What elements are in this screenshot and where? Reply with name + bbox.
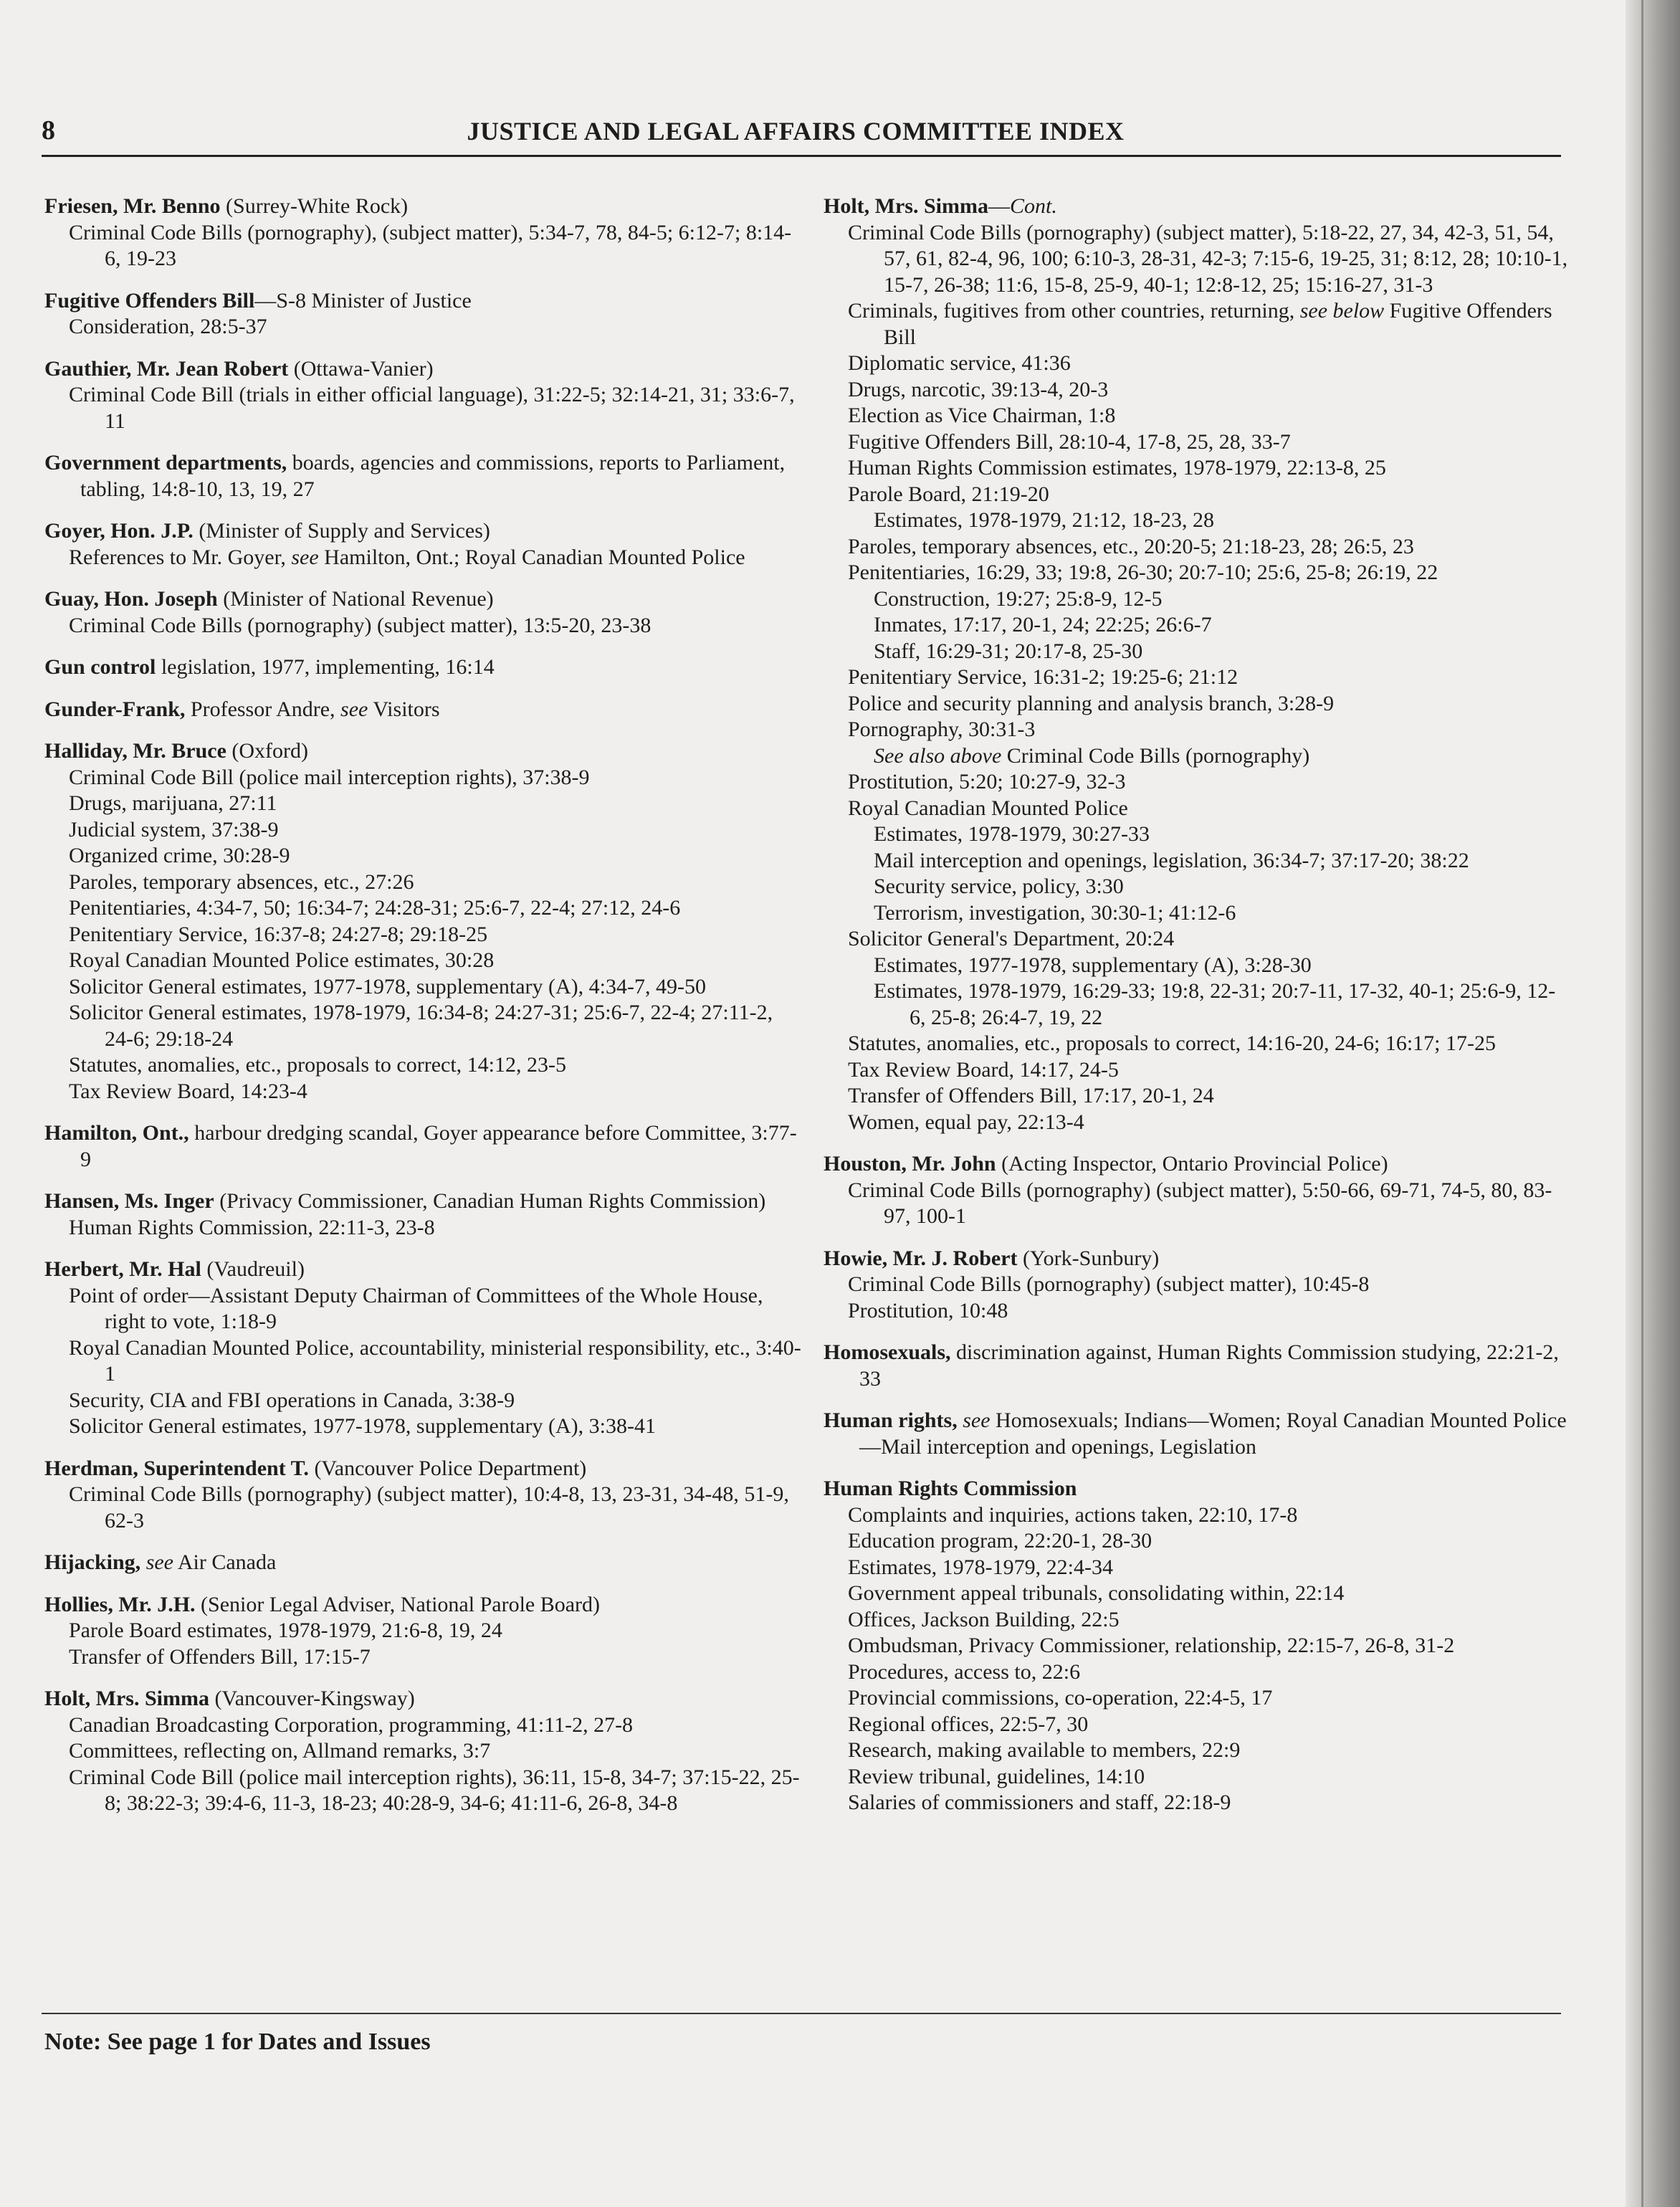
heading-term: Fugitive Offenders Bill (44, 288, 255, 313)
heading-detail: boards, agencies and commissions, reports to Parliament, tabling, 14:8-10, 13, 19, 27 (80, 451, 786, 501)
entry-heading (44, 1120, 804, 1173)
entry-heading (44, 1188, 804, 1215)
entry-subentry: Salaries of commissioners and staff, 22:18-9 (848, 1791, 1231, 1814)
entry-heading (44, 1686, 804, 1712)
entry-subentry: Review tribunal, guidelines, 14:10 (848, 1764, 1145, 1788)
index-entry (44, 450, 804, 502)
entry-heading (824, 1340, 1569, 1392)
entry-subentry: Procedures, access to, 22:6 (848, 1659, 1081, 1684)
entry-heading (44, 194, 804, 220)
heading-term: Houston, Mr. John (824, 1152, 996, 1176)
heading-term: Guay, Hon. Joseph (44, 587, 218, 611)
header-rule (42, 155, 1561, 157)
entry-heading (824, 1408, 1569, 1460)
heading-detail: (Vancouver Police Department) (308, 1456, 587, 1480)
entry-heading (44, 288, 804, 315)
page-number: 8 (42, 115, 55, 146)
entry-subentry: Construction, 19:27; 25:8-9, 12-5 (874, 586, 1163, 611)
entry-subentry: Tax Review Board, 14:17, 24-5 (848, 1057, 1119, 1082)
entry-subentry: Research, making available to members, 22:9 (848, 1738, 1241, 1762)
heading-detail: (York-Sunbury) (1017, 1246, 1160, 1270)
index-entry (44, 1550, 804, 1576)
entry-subentry: Criminal Code Bills (pornography) (subject matter), 5:50-66, 69-71, 74-5, 80, 83-97, 100-1 (848, 1178, 1552, 1228)
heading-detail (140, 1550, 146, 1574)
heading-term: Human Rights Commission (824, 1477, 1077, 1500)
entry-subentry: Diplomatic service, 41:36 (848, 351, 1071, 375)
entry-subentry: Penitentiaries, 4:34-7, 50; 16:34-7; 24:28-31; 25:6-7, 22-4; 27:12, 24-6 (69, 896, 681, 920)
entry-subentry (824, 298, 1569, 351)
entry-subentry: Royal Canadian Mounted Police estimates, 30:28 (69, 948, 495, 972)
heading-term: Government departments, (44, 451, 287, 475)
entry-subentry: Regional offices, 22:5-7, 30 (848, 1712, 1089, 1736)
heading-detail: (Minister of National Revenue) (217, 587, 494, 611)
entry-subentry: Human Rights Commission, 22:11-3, 23-8 (69, 1215, 435, 1239)
index-entry (44, 1257, 804, 1440)
heading-term: Hamilton, Ont., (44, 1121, 189, 1145)
heading-term: Hollies, Mr. J.H. (44, 1592, 196, 1616)
entry-subentry: Education program, 22:20-1, 28-30 (848, 1529, 1152, 1553)
entry-subentry: Criminal Code Bill (police mail interception rights), 36:11, 15-8, 34-7; 37:15-22, 25-8; 38:22-3; 39:4-6, 11-3, 18-23; 40:28-9, 34-6; 41:11-6, 26-8, 34-8 (69, 1765, 800, 1815)
heading-term: Homosexuals, (824, 1340, 951, 1364)
entry-subentry: Canadian Broadcasting Corporation, programming, 41:11-2, 27-8 (69, 1712, 634, 1737)
entry-subentry: Parole Board, 21:19-20 (848, 482, 1049, 506)
entry-subentry: Inmates, 17:17, 20-1, 24; 22:25; 26:6-7 (874, 613, 1212, 637)
heading-term: Human rights, (824, 1408, 958, 1432)
entry-subentry: Parole Board estimates, 1978-1979, 21:6-8, 19, 24 (69, 1619, 502, 1642)
entry-subentry: Security, CIA and FBI operations in Canada, 3:38-9 (69, 1388, 515, 1412)
cross-reference: Cont. (1009, 194, 1057, 218)
entry-heading (44, 518, 804, 545)
entry-subentry: Paroles, temporary absences, etc., 20:20-5; 21:18-23, 28; 26:5, 23 (848, 534, 1414, 558)
index-entry (824, 1340, 1569, 1392)
entry-subentry: Staff, 16:29-31; 20:17-8, 25-30 (874, 639, 1143, 663)
entry-subentry: Ombudsman, Privacy Commissioner, relationship, 22:15-7, 26-8, 31-2 (848, 1634, 1455, 1657)
index-entry (44, 586, 804, 639)
entry-subentry: Election as Vice Chairman, 1:8 (848, 404, 1116, 427)
entry-heading (44, 586, 804, 613)
index-entry (44, 356, 804, 435)
index-entry (44, 738, 804, 1105)
entry-subentry: Police and security planning and analysis branch, 3:28-9 (848, 691, 1335, 715)
index-entry (824, 1246, 1569, 1325)
entry-subentry: Security service, policy, 3:30 (874, 874, 1124, 898)
index-entry (824, 194, 1569, 1135)
entry-subentry: Statutes, anomalies, etc., proposals to correct, 14:12, 23-5 (69, 1053, 566, 1077)
entry-subentry: Criminal Code Bills (pornography) (subject matter), 5:18-22, 27, 34, 42-3, 51, 54, 57, 61, 82-4, 96, 100; 6:10-3, 28-31, 42-3; 7:15-6, 19-25, 31; 8:12, 28; 10:10-1, 15-7, 26-38; 11:6, 15-8, 25-9, 40-1; 12:8-12, 25; 15:16-27, 31-3 (848, 220, 1568, 297)
entry-subentry: Criminal Code Bills (pornography) (subject matter), 10:4-8, 13, 23-31, 34-48, 51-9, 62-3 (69, 1482, 789, 1532)
entry-subentry: Estimates, 1977-1978, supplementary (A), 3:28-30 (874, 953, 1312, 977)
entry-subentry: Statutes, anomalies, etc., proposals to correct, 14:16-20, 24-6; 16:17; 17-25 (848, 1031, 1496, 1055)
page-edge-line (1641, 0, 1643, 2207)
index-entry (824, 1151, 1569, 1230)
heading-term: Holt, Mrs. Simma (44, 1687, 209, 1710)
entry-subentry: Drugs, narcotic, 39:13-4, 20-3 (848, 377, 1109, 401)
entry-subentry: Estimates, 1978-1979, 16:29-33; 19:8, 22-31; 20:7-11, 17-32, 40-1; 25:6-9, 12-6, 25-8; 26:4-7, 19, 22 (874, 979, 1556, 1029)
entry-subentry: Prostitution, 10:48 (848, 1298, 1008, 1322)
entry-subentry: Penitentiary Service, 16:37-8; 24:27-8; 29:18-25 (69, 922, 488, 946)
entry-subentry: Paroles, temporary absences, etc., 27:26 (69, 869, 414, 894)
entry-subentry: Terrorism, investigation, 30:30-1; 41:12-6 (874, 900, 1236, 925)
entry-subentry: Transfer of Offenders Bill, 17:15-7 (69, 1644, 371, 1669)
index-entry (44, 654, 804, 681)
index-entry (44, 288, 804, 340)
index-entry (824, 1476, 1569, 1816)
index-entry (44, 1686, 804, 1817)
footnote: Note: See page 1 for Dates and Issues (44, 2029, 431, 2055)
entry-heading (44, 697, 804, 723)
entry-subentry: Criminal Code Bills (pornography) (subject matter), 10:45-8 (848, 1272, 1370, 1296)
entry-subentry: Judicial system, 37:38-9 (69, 817, 279, 842)
entry-subentry: Provincial commissions, co-operation, 22:4-5, 17 (848, 1686, 1273, 1710)
heading-detail: (Ottawa-Vanier) (288, 356, 434, 381)
entry-subentry: Royal Canadian Mounted Police (848, 796, 1128, 820)
heading-detail: (Privacy Commissioner, Canadian Human Rights Commission) (214, 1189, 766, 1213)
subentry-text: References to Mr. Goyer, (69, 545, 292, 569)
heading-term: Herbert, Mr. Hal (44, 1257, 201, 1281)
heading-detail: (Acting Inspector, Ontario Provincial Police) (996, 1152, 1388, 1176)
entry-subentry: Criminal Code Bill (police mail interception rights), 37:38-9 (69, 765, 590, 789)
entry-subentry: Criminal Code Bills (pornography), (subject matter), 5:34-7, 78, 84-5; 6:12-7; 8:14-6, 19-23 (69, 220, 792, 270)
index-entry (44, 518, 804, 571)
entry-subentry: Government appeal tribunals, consolidating within, 22:14 (848, 1581, 1345, 1605)
heading-detail: —S-8 Minister of Justice (254, 288, 472, 313)
heading-detail: (Vancouver-Kingsway) (209, 1687, 415, 1710)
heading-detail: (Senior Legal Adviser, National Parole Board) (195, 1592, 601, 1616)
entry-subentry: Offices, Jackson Building, 22:5 (848, 1607, 1120, 1631)
entry-heading (44, 356, 804, 383)
entry-subentry: Prostitution, 5:20; 10:27-9, 32-3 (848, 770, 1126, 793)
cross-reference-target: Criminal Code Bills (pornography) (1001, 743, 1310, 768)
entry-subentry: Complaints and inquiries, actions taken, 22:10, 17-8 (848, 1502, 1298, 1527)
footer-rule (42, 2013, 1561, 2014)
entry-heading (44, 1592, 804, 1619)
entry-subentry: Consideration, 28:5-37 (69, 315, 267, 338)
entry-subentry: Organized crime, 30:28-9 (69, 844, 290, 867)
entry-subentry: Solicitor General's Department, 20:24 (848, 927, 1175, 950)
heading-detail: (Vaudreuil) (201, 1257, 305, 1281)
cross-reference-target: Hamilton, Ont.; Royal Canadian Mounted Police (318, 545, 745, 569)
running-title: JUSTICE AND LEGAL AFFAIRS COMMITTEE INDEX (467, 117, 1125, 146)
entry-subentry: Point of order—Assistant Deputy Chairman of Committees of the Whole House, right to vote, 1:18-9 (69, 1283, 763, 1333)
cross-reference: See also above (874, 743, 1002, 768)
entry-subentry: Criminal Code Bill (trials in either official language), 31:22-5; 32:14-21, 31; 33:6-7, 11 (69, 383, 795, 433)
heading-term: Holt, Mrs. Simma (824, 194, 988, 218)
heading-detail: discrimination against, Human Rights Commission studying, 22:21-2, 33 (859, 1340, 1559, 1391)
heading-term: Gauthier, Mr. Jean Robert (44, 356, 289, 381)
heading-detail: (Surrey-White Rock) (220, 194, 409, 218)
heading-term: Friesen, Mr. Benno (44, 194, 221, 218)
heading-term: Gun control (44, 655, 156, 679)
entry-subentry: Solicitor General estimates, 1978-1979, 16:34-8; 24:27-31; 25:6-7, 22-4; 27:11-2, 24-6; 29:18-24 (69, 1001, 773, 1051)
page-edge-shadow (1626, 0, 1680, 2207)
entry-heading (44, 1456, 804, 1482)
index-entry (44, 194, 804, 272)
entry-heading (824, 1476, 1569, 1502)
heading-detail: — (988, 194, 1010, 218)
heading-term: Hijacking, (44, 1550, 141, 1574)
heading-term: Gunder-Frank, (44, 697, 186, 721)
entry-heading (824, 1151, 1569, 1178)
cross-reference-target: Fugitive Offenders Bill (884, 299, 1552, 349)
right-column (824, 194, 1569, 1832)
cross-reference: see (340, 697, 368, 721)
entry-subentry: Estimates, 1978-1979, 30:27-33 (874, 822, 1150, 846)
cross-reference-target: Air Canada (173, 1550, 277, 1574)
cross-reference: see (145, 1550, 173, 1574)
index-entry (44, 697, 804, 723)
entry-subentry: Solicitor General estimates, 1977-1978, supplementary (A), 3:38-41 (69, 1414, 656, 1438)
entry-subentry: Fugitive Offenders Bill, 28:10-4, 17-8, 25, 28, 33-7 (848, 429, 1291, 454)
entry-heading (44, 1257, 804, 1283)
cross-reference: see below (1299, 299, 1385, 323)
cross-reference: see (291, 545, 319, 569)
entry-heading (44, 738, 804, 765)
entry-heading (824, 194, 1569, 220)
cross-reference-target: Homosexuals; Indians—Women; Royal Canadian Mounted Police—Mail interception and openings, Legislation (859, 1408, 1567, 1459)
index-entry (44, 1188, 804, 1241)
entry-subentry: Drugs, marijuana, 27:11 (69, 791, 277, 815)
entry-heading (44, 654, 804, 681)
entry-subentry: Penitentiaries, 16:29, 33; 19:8, 26-30; 20:7-10; 25:6, 25-8; 26:19, 22 (848, 561, 1438, 584)
entry-subentry: Tax Review Board, 14:23-4 (69, 1079, 307, 1103)
entry-heading (44, 1550, 804, 1576)
index-entry (44, 1456, 804, 1535)
entry-subentry: Human Rights Commission estimates, 1978-1979, 22:13-8, 25 (848, 456, 1386, 480)
heading-term: Hansen, Ms. Inger (44, 1189, 214, 1213)
entry-subentry (824, 743, 1569, 770)
left-column (44, 194, 804, 1833)
index-entry (44, 1120, 804, 1173)
entry-subentry: Mail interception and openings, legislation, 36:34-7; 37:17-20; 38:22 (874, 848, 1469, 872)
index-entry (44, 1592, 804, 1671)
entry-subentry: Solicitor General estimates, 1977-1978, supplementary (A), 4:34-7, 49-50 (69, 974, 706, 998)
heading-term: Goyer, Hon. J.P. (44, 519, 194, 543)
entry-subentry: Estimates, 1978-1979, 22:4-34 (848, 1555, 1113, 1579)
cross-reference: see (963, 1408, 991, 1432)
entry-subentry: Criminal Code Bills (pornography) (subject matter), 13:5-20, 23-38 (69, 613, 652, 637)
heading-term: Howie, Mr. J. Robert (824, 1246, 1018, 1270)
heading-term: Herdman, Superintendent T. (44, 1456, 309, 1480)
heading-detail: Professor Andre, (185, 697, 341, 721)
subentry-text: Criminals, fugitives from other countries, returning, (848, 299, 1300, 323)
heading-detail: harbour dredging scandal, Goyer appearance before Committee, 3:77-9 (80, 1121, 797, 1171)
entry-subentry: Transfer of Offenders Bill, 17:17, 20-1, 24 (848, 1084, 1214, 1107)
entry-heading (824, 1246, 1569, 1272)
entry-subentry: Committees, reflecting on, Allmand remarks, 3:7 (69, 1739, 491, 1763)
entry-subentry: Royal Canadian Mounted Police, accountability, ministerial responsibility, etc., 3:40-1 (69, 1335, 801, 1386)
entry-subentry: Penitentiary Service, 16:31-2; 19:25-6; 21:12 (848, 665, 1238, 689)
heading-detail: (Oxford) (226, 739, 309, 763)
index-entry (824, 1408, 1569, 1460)
entry-subentry: Estimates, 1978-1979, 21:12, 18-23, 28 (874, 508, 1214, 532)
heading-detail: legislation, 1977, implementing, 16:14 (156, 655, 495, 679)
heading-term: Halliday, Mr. Bruce (44, 739, 226, 763)
heading-detail: (Minister of Supply and Services) (193, 519, 490, 543)
entry-heading (44, 450, 804, 502)
entry-subentry: Women, equal pay, 22:13-4 (848, 1110, 1084, 1134)
entry-subentry: Pornography, 30:31-3 (848, 718, 1036, 741)
cross-reference-target: Visitors (368, 697, 440, 721)
entry-subentry (44, 545, 804, 571)
